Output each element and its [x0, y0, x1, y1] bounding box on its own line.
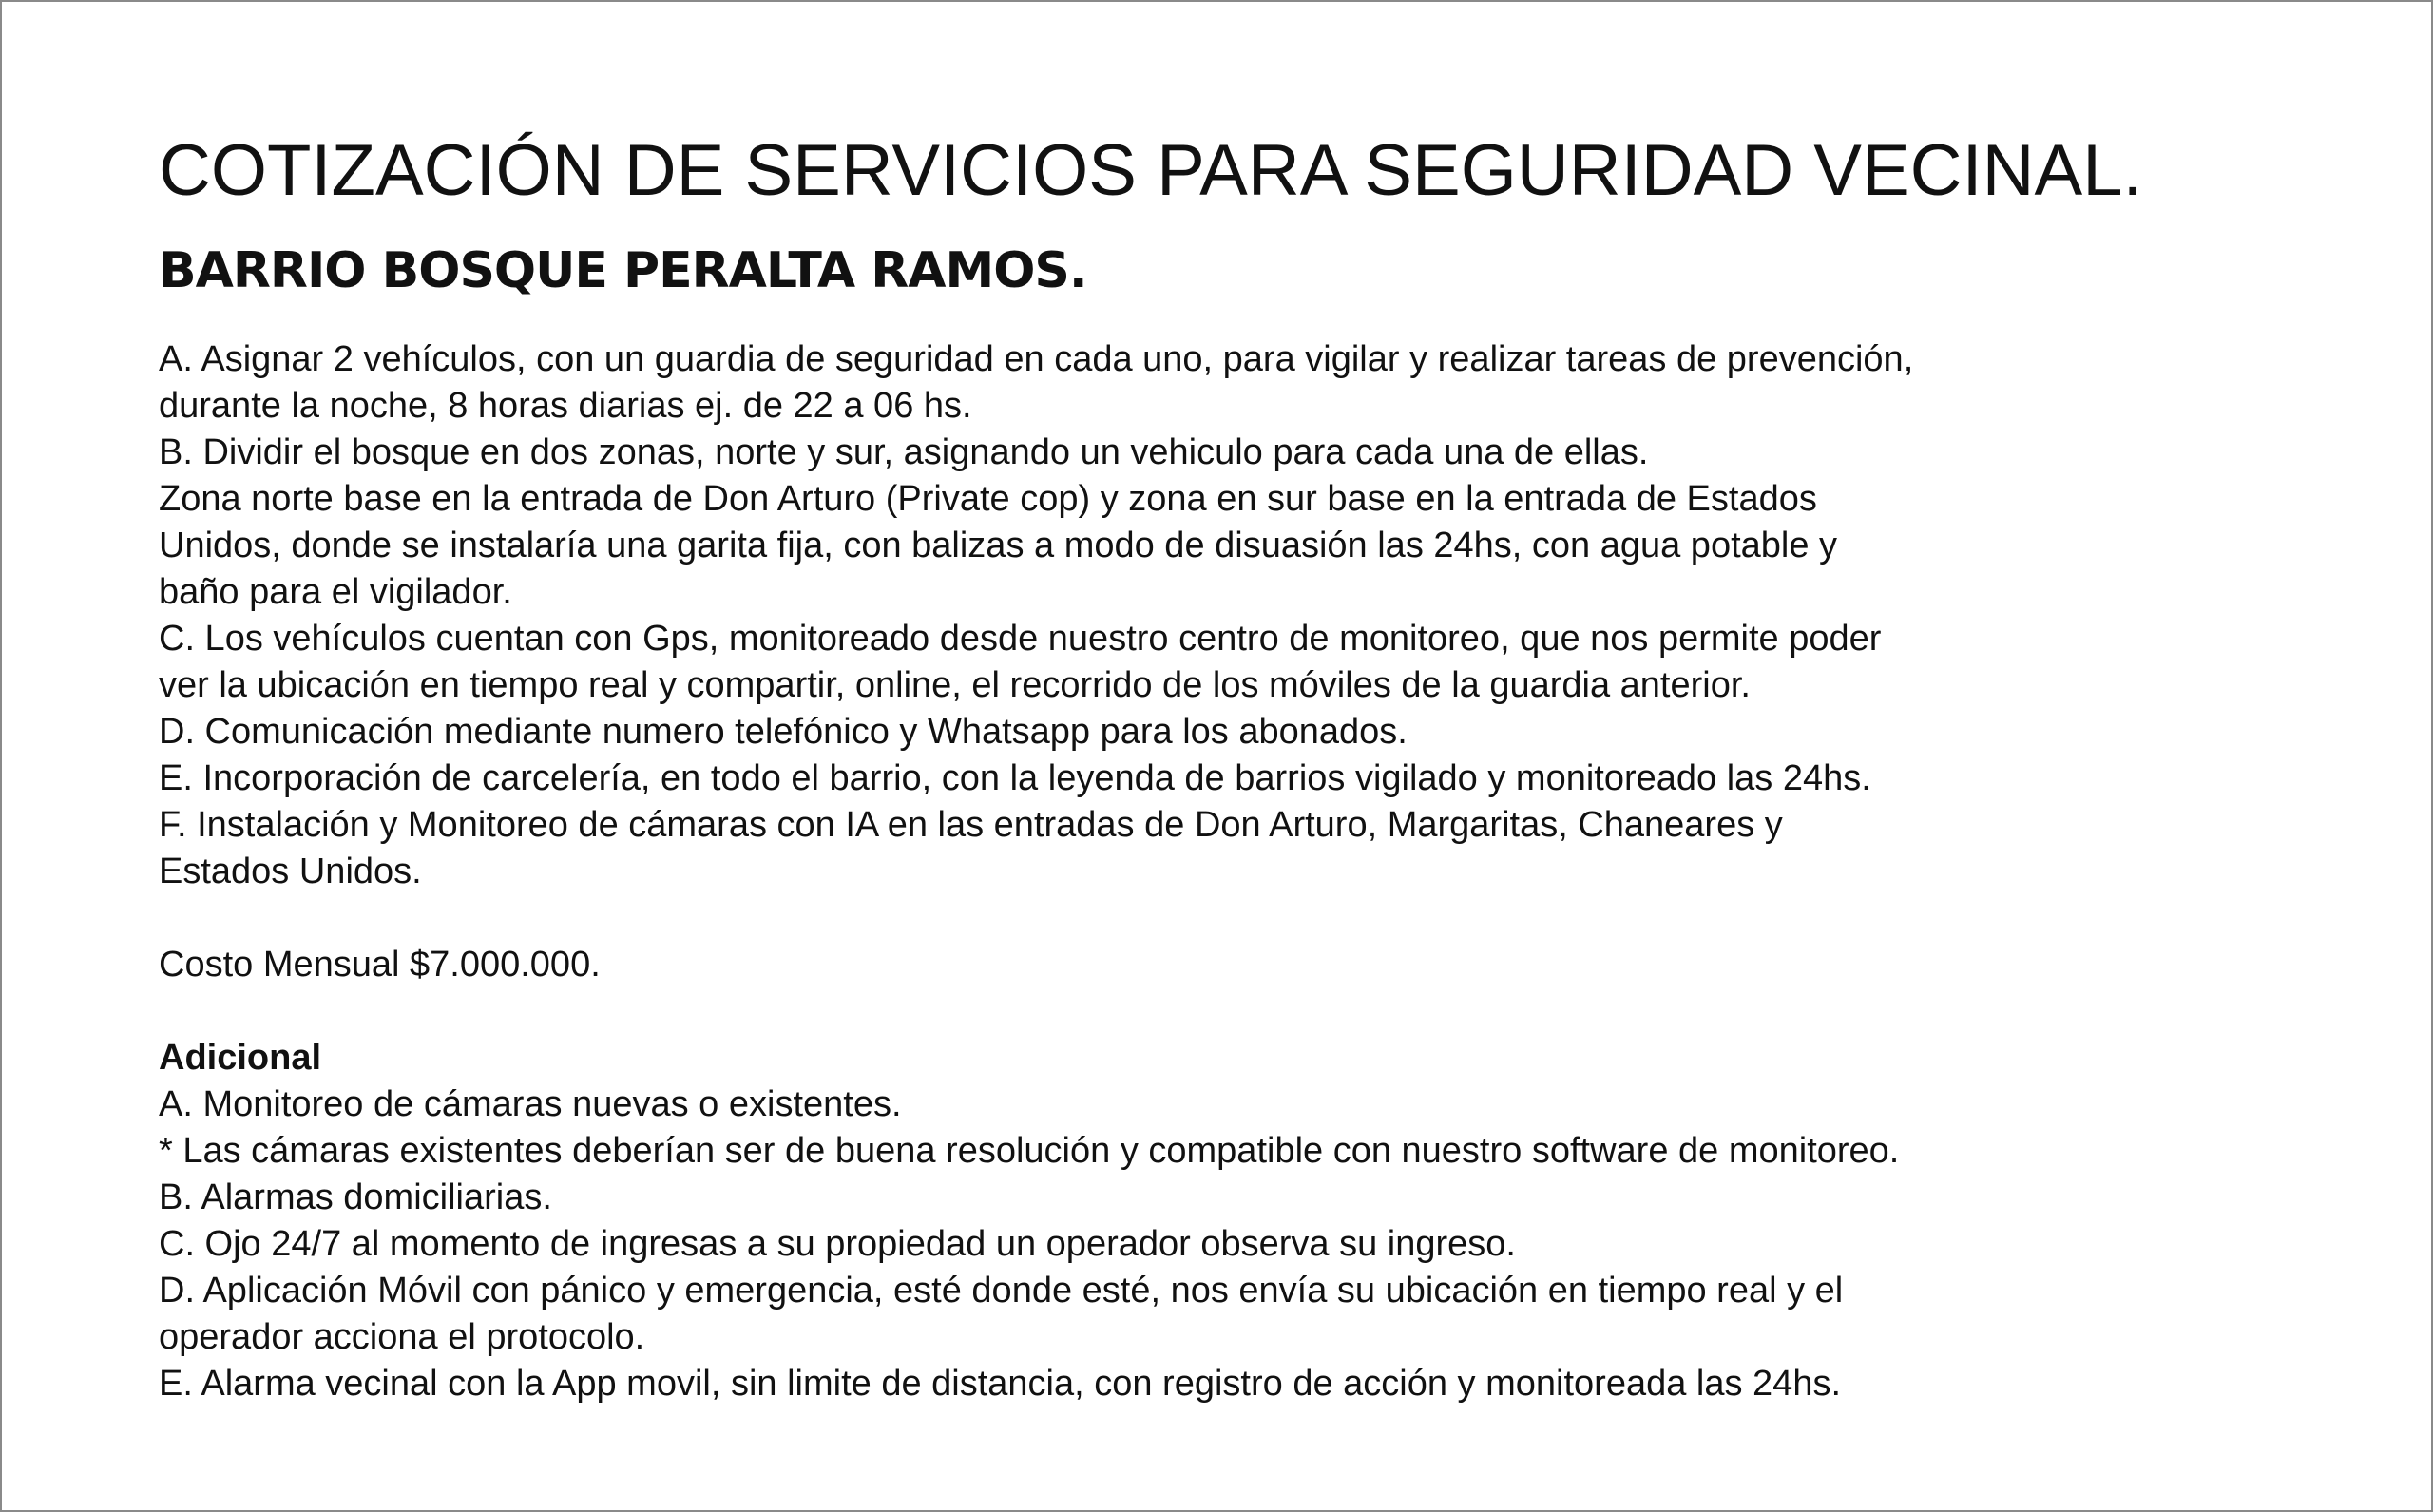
- services-line: Unidos, donde se instalaría una garita fija, con balizas a modo de disuasión las 24hs, con agua potable y: [159, 526, 1838, 565]
- additional-line: B. Alarmas domiciliarias.: [159, 1177, 552, 1217]
- services-list: [159, 336, 2345, 895]
- services-line: durante la noche, 8 horas diarias ej. de 22 a 06 hs.: [159, 386, 972, 426]
- services-line: B. Dividir el bosque en dos zonas, norte y sur, asignando un vehiculo para cada una de ellas.: [159, 432, 1649, 472]
- quotation-body: [159, 336, 2345, 1407]
- additional-line: operador acciona el protocolo.: [159, 1317, 645, 1357]
- additional-line: * Las cámaras existentes deberían ser de buena resolución y compatible con nuestro software de monitoreo.: [159, 1131, 1900, 1171]
- additional-heading: Adicional: [159, 1038, 322, 1078]
- page-title: COTIZACIÓN DE SERVICIOS PARA SEGURIDAD VECINAL.: [159, 130, 2143, 211]
- services-line: Estados Unidos.: [159, 852, 422, 891]
- additional-list: [159, 1081, 2345, 1407]
- additional-line: E. Alarma vecinal con la App movil, sin limite de distancia, con registro de acción y monitoreada las 24hs.: [159, 1364, 1842, 1404]
- monthly-cost: Costo Mensual $7.000.000.: [159, 945, 601, 985]
- document-content: [159, 125, 2345, 1407]
- services-line: A. Asignar 2 vehículos, con un guardia de seguridad en cada uno, para vigilar y realizar tareas de prevención,: [159, 339, 1914, 379]
- paragraph-spacer: [159, 988, 2345, 1035]
- additional-line: D. Aplicación Móvil con pánico y emergencia, esté donde esté, nos envía su ubicación en tiempo real y el: [159, 1271, 1844, 1311]
- services-line: baño para el vigilador.: [159, 572, 512, 612]
- neighborhood-subtitle: BARRIO BOSQUE PERALTA RAMOS.: [159, 242, 1087, 299]
- additional-line: C. Ojo 24/7 al momento de ingresas a su propiedad un operador observa su ingreso.: [159, 1224, 1516, 1264]
- services-line: ver la ubicación en tiempo real y compartir, online, el recorrido de los móviles de la guardia anterior.: [159, 665, 1751, 705]
- paragraph-spacer: [159, 895, 2345, 942]
- services-line: F. Instalación y Monitoreo de cámaras con IA en las entradas de Don Arturo, Margaritas, Chaneares y: [159, 805, 1783, 845]
- services-line: E. Incorporación de carcelería, en todo el barrio, con la leyenda de barrios vigilado y monitoreado las 24hs.: [159, 758, 1871, 798]
- services-line: D. Comunicación mediante numero telefónico y Whatsapp para los abonados.: [159, 712, 1408, 752]
- services-line: Zona norte base en la entrada de Don Arturo (Private cop) y zona en sur base en la entrada de Estados: [159, 479, 1817, 519]
- services-line: C. Los vehículos cuentan con Gps, monitoreado desde nuestro centro de monitoreo, que nos permite poder: [159, 619, 1882, 659]
- additional-line: A. Monitoreo de cámaras nuevas o existentes.: [159, 1084, 902, 1124]
